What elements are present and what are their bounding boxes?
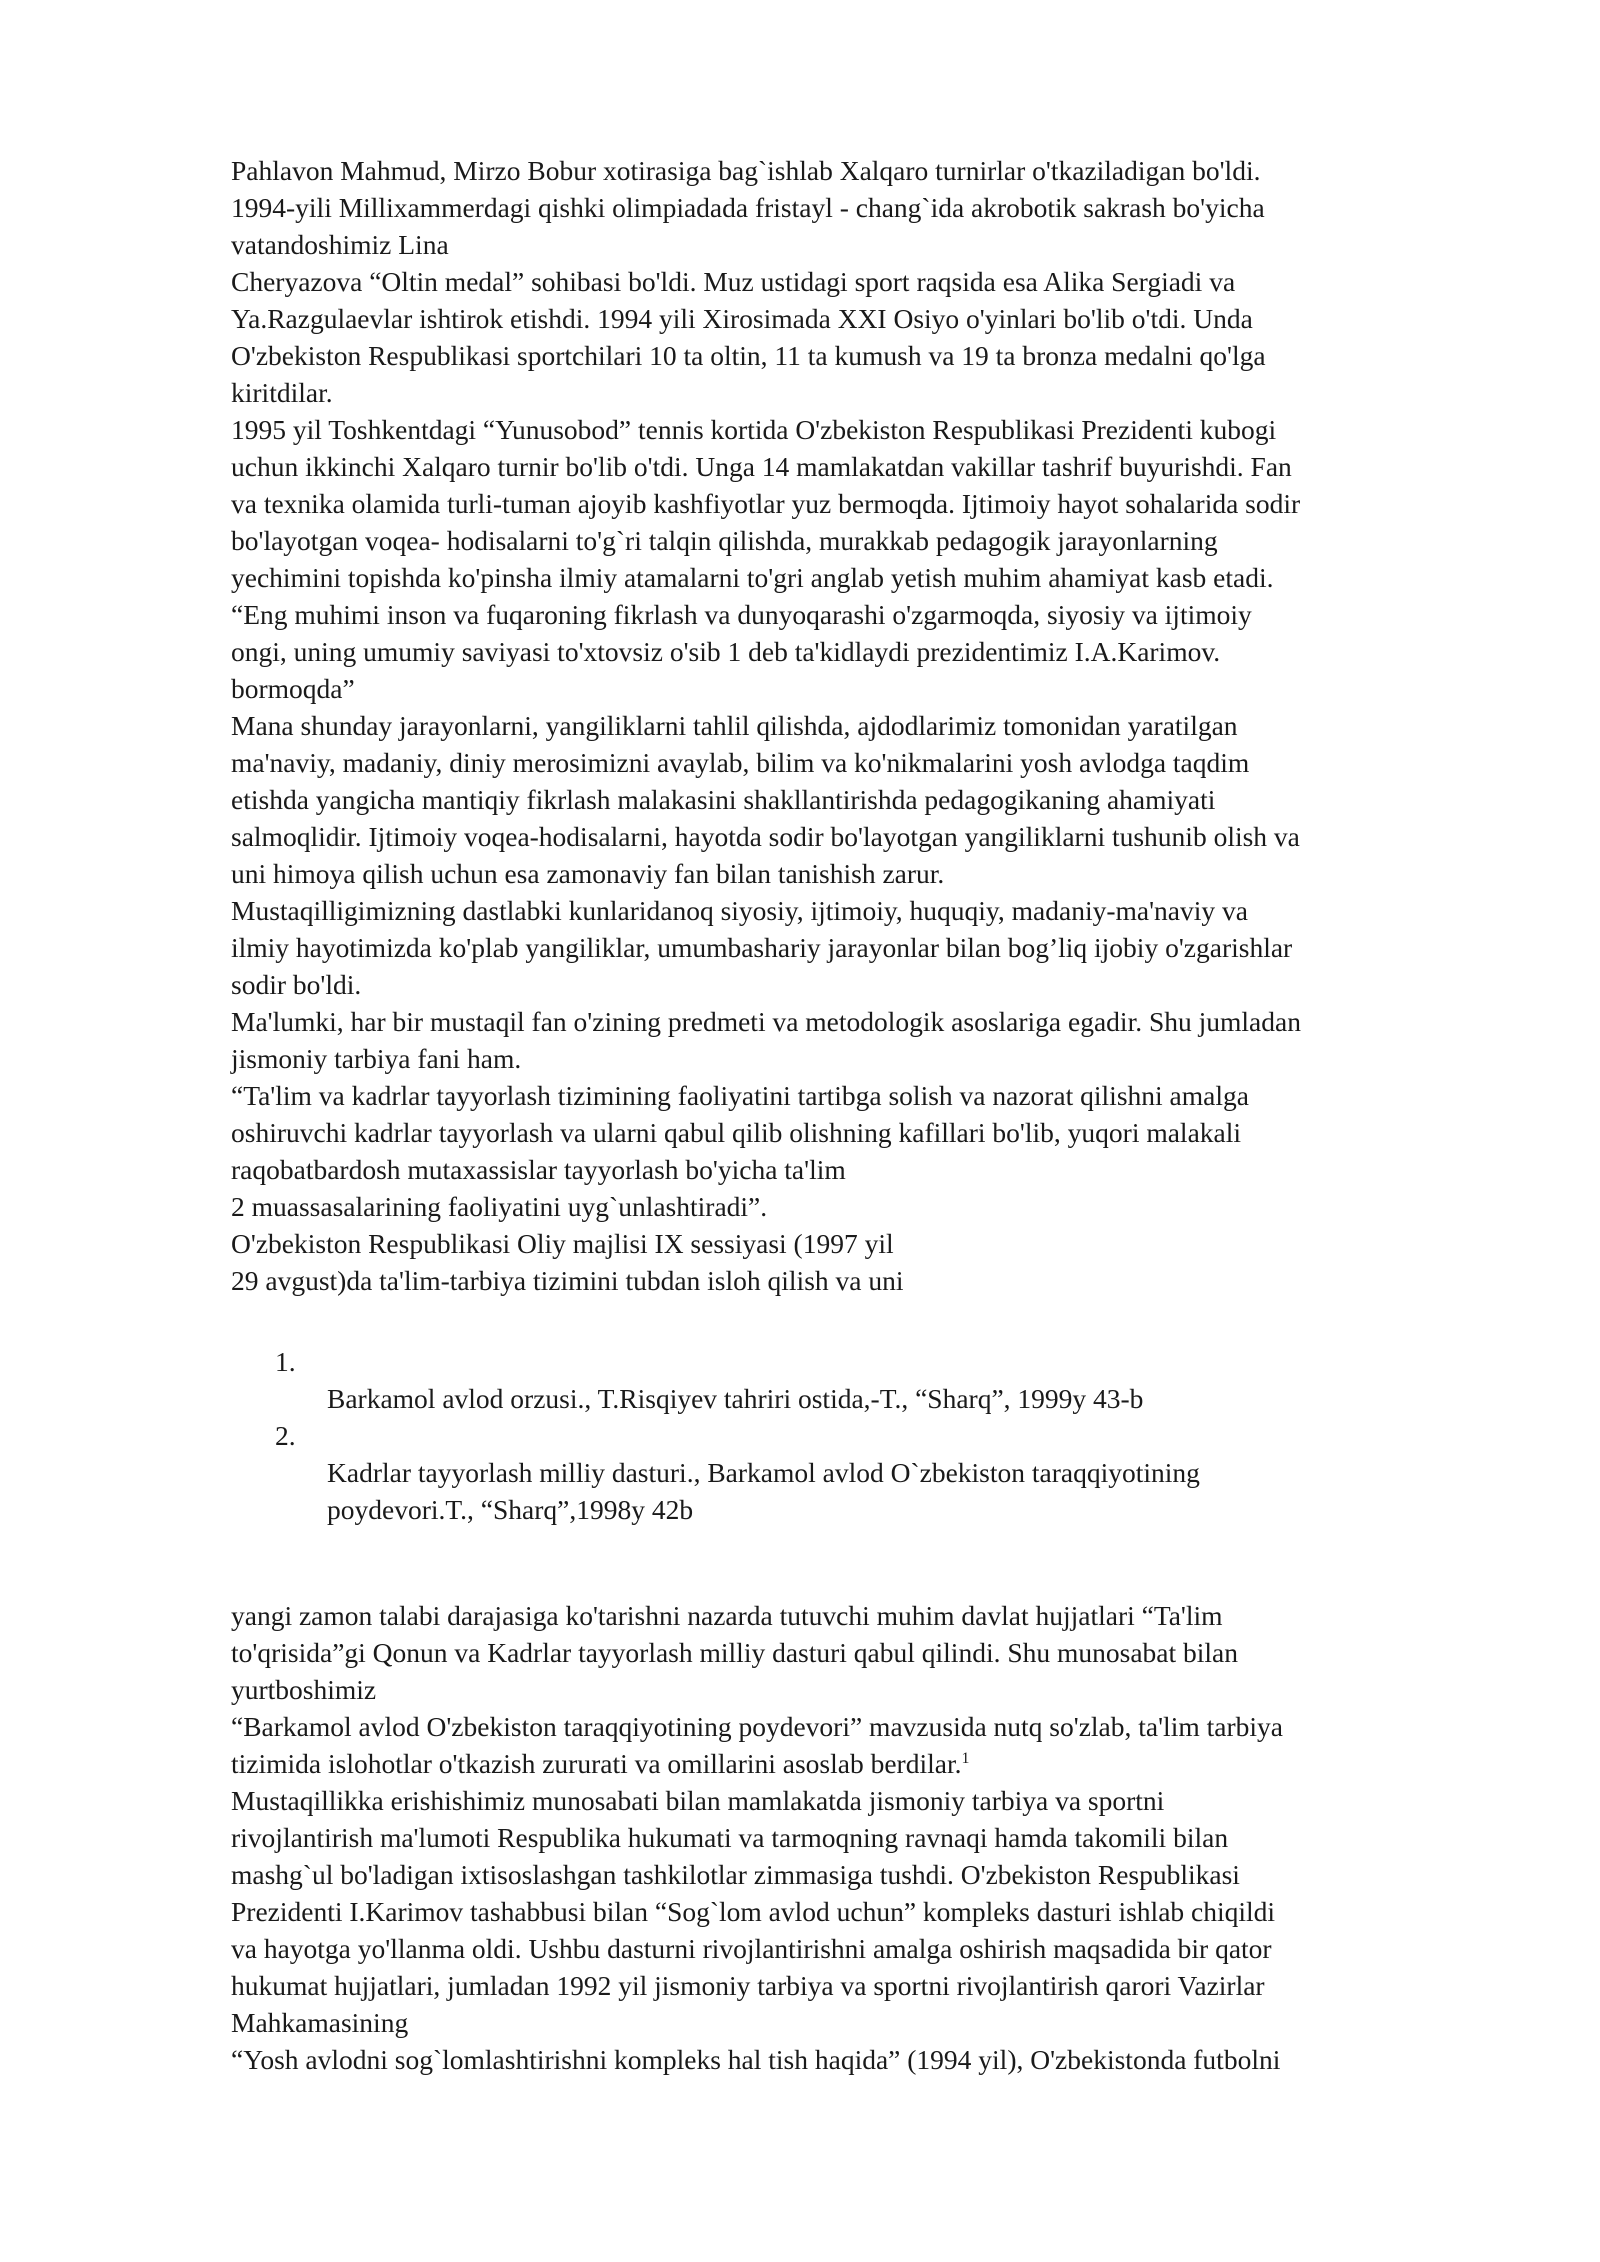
text-fragment: tizimida islohotlar o'tkazish zururati va omillarini asoslab berdilar. (231, 1748, 962, 1779)
footnote-text: poydevori.T., “Sharq”,1998y 42b (327, 1494, 694, 1525)
text-line: sodir bo'ldi. (231, 969, 362, 1000)
footnote-1 (275, 1343, 1425, 1417)
text-line: oshiruvchi kadrlar tayyorlash va ularni qabul qilib olishning kafillari bo'lib, yuqori malakali (231, 1117, 1242, 1148)
text-line: Mustaqillikka erishishimiz munosabati bilan mamlakatda jismoniy tarbiya va sportni (231, 1785, 1165, 1816)
text-line: va texnika olamida turli-tuman ajoyib kashfiyotlar yuz bermoqda. Ijtimoiy hayot sohalarida sodir (231, 488, 1301, 519)
text-line: salmoqlidir. Ijtimoiy voqea-hodisalarni, hayotda sodir bo'layotgan yangiliklarni tushunib olish va (231, 821, 1300, 852)
text-line: Cheryazova “Oltin medal” sohibasi bo'ldi. Muz ustidagi sport raqsida esa Alika Sergiadi va (231, 266, 1236, 297)
footnote-2 (275, 1417, 1425, 1528)
text-line: uchun ikkinchi Xalqaro turnir bo'lib o'tdi. Unga 14 mamlakatdan vakillar tashrif buyurishdi. Fan (231, 451, 1292, 482)
text-line: vatandoshimiz Lina (231, 229, 449, 260)
text-line: etishda yangicha mantiqiy fikrlash malakasini shakllantirishda pedagogikaning ahamiyati (231, 784, 1216, 815)
footnote-reference[interactable]: 1 (961, 1749, 970, 1767)
footnote-number: 2. (275, 1420, 296, 1451)
text-line: “Barkamol avlod O'zbekiston taraqqiyotining poydevori” mavzusida nutq so'zlab, ta'lim tarbiya (231, 1711, 1283, 1742)
text-line: 1995 yil Toshkentdagi “Yunusobod” tennis kortida O'zbekiston Respublikasi Prezidenti kubogi (231, 414, 1277, 445)
body-text-top (231, 152, 1521, 1299)
footnote-text: Kadrlar tayyorlash milliy dasturi., Barkamol avlod O`zbekiston taraqqiyotining (327, 1457, 1200, 1488)
text-line-with-footnote-ref (231, 1745, 1521, 1782)
text-line: 1994-yili Millixammerdagi qishki olimpiadada fristayl - chang`ida akrobotik sakrash bo'yicha (231, 192, 1265, 223)
text-line: bo'layotgan voqea- hodisalarni to'g`ri talqin qilishda, murakkab pedagogik jarayonlarning (231, 525, 1218, 556)
text-line: “Ta'lim va kadrlar tayyorlash tizimining faoliyatini tartibga solish va nazorat qilishni amalga (231, 1080, 1249, 1111)
text-line: Mahkamasining (231, 2007, 409, 2038)
text-line: “Yosh avlodni sog`lomlashtirishni kompleks hal tish haqida” (1994 yil), O'zbekistonda futbolni (231, 2044, 1281, 2075)
text-line: uni himoya qilish uchun esa zamonaviy fan bilan tanishish zarur. (231, 858, 945, 889)
text-line: 2 muassasalarining faoliyatini uyg`unlashtiradi”. (231, 1191, 768, 1222)
text-line: rivojlantirish ma'lumoti Respublika hukumati va tarmoqning ravnaqi hamda takomili bilan (231, 1822, 1229, 1853)
text-line: bormoqda” (231, 673, 355, 704)
text-line: hukumat hujjatlari, jumladan 1992 yil jismoniy tarbiya va sportni rivojlantirish qarori Vazirlar (231, 1970, 1265, 2001)
text-line: O'zbekiston Respublikasi sportchilari 10 ta oltin, 11 ta kumush va 19 ta bronza medalni qo'lga (231, 340, 1266, 371)
text-line: O'zbekiston Respublikasi Oliy majlisi IX sessiyasi (1997 yil (231, 1228, 894, 1259)
text-line: yechimini topishda ko'pinsha ilmiy atamalarni to'gri anglab yetish muhim ahamiyat kasb etadi. (231, 562, 1274, 593)
text-line: 29 avgust)da ta'lim-tarbiya tizimini tubdan isloh qilish va uni (231, 1265, 904, 1296)
text-line: ongi, uning umumiy saviyasi to'xtovsiz o'sib 1 deb ta'kidlaydi prezidentimiz I.A.Karimov. (231, 636, 1221, 667)
footnote-number: 1. (275, 1346, 296, 1377)
text-line: va hayotga yo'llanma oldi. Ushbu dasturni rivojlantirishni amalga oshirish maqsadida bir qator (231, 1933, 1272, 1964)
text-line: to'qrisida”gi Qonun va Kadrlar tayyorlash milliy dasturi qabul qilindi. Shu munosabat bilan (231, 1637, 1239, 1668)
text-line: Mustaqilligimizning dastlabki kunlaridanoq siyosiy, ijtimoiy, huquqiy, madaniy-ma'naviy va (231, 895, 1248, 926)
footnote-text: Barkamol avlod orzusi., T.Risqiyev tahriri ostida,-T., “Sharq”, 1999y 43-b (327, 1383, 1144, 1414)
text-line: Prezidenti I.Karimov tashabbusi bilan “Sog`lom avlod uchun” kompleks dasturi ishlab chiqildi (231, 1896, 1276, 1927)
footnotes-list (275, 1343, 1425, 1528)
text-line: ilmiy hayotimizda ko'plab yangiliklar, umumbashariy jarayonlar bilan bog’liq ijobiy o'zgarishlar (231, 932, 1293, 963)
text-line: kiritdilar. (231, 377, 333, 408)
text-line: yangi zamon talabi darajasiga ko'tarishni nazarda tutuvchi muhim davlat hujjatlari “Ta'lim (231, 1600, 1223, 1631)
text-line: Ya.Razgulaevlar ishtirok etishdi. 1994 yili Xirosimada XXI Osiyo o'yinlari bo'lib o'tdi. Unda (231, 303, 1253, 334)
text-line: Pahlavon Mahmud, Mirzo Bobur xotirasiga bag`ishlab Xalqaro turnirlar o'tkaziladigan bo'ldi. (231, 155, 1261, 186)
text-line: raqobatbardosh mutaxassislar tayyorlash bo'yicha ta'lim (231, 1154, 846, 1185)
text-line: “Eng muhimi inson va fuqaroning fikrlash va dunyoqarashi o'zgarmoqda, siyosiy va ijtimoiy (231, 599, 1252, 630)
text-line: yurtboshimiz (231, 1674, 377, 1705)
text-line: ma'naviy, madaniy, diniy merosimizni avaylab, bilim va ko'nikmalarini yosh avlodga taqdim (231, 747, 1250, 778)
text-line: mashg`ul bo'ladigan ixtisoslashgan tashkilotlar zimmasiga tushdi. O'zbekiston Respublikasi (231, 1859, 1240, 1890)
text-line: jismoniy tarbiya fani ham. (231, 1043, 522, 1074)
text-line: Mana shunday jarayonlarni, yangiliklarni tahlil qilishda, ajdodlarimiz tomonidan yaratilgan (231, 710, 1238, 741)
body-text-bottom (231, 1597, 1521, 2078)
text-line: Ma'lumki, har bir mustaqil fan o'zining predmeti va metodologik asoslariga egadir. Shu jumladan (231, 1006, 1301, 1037)
